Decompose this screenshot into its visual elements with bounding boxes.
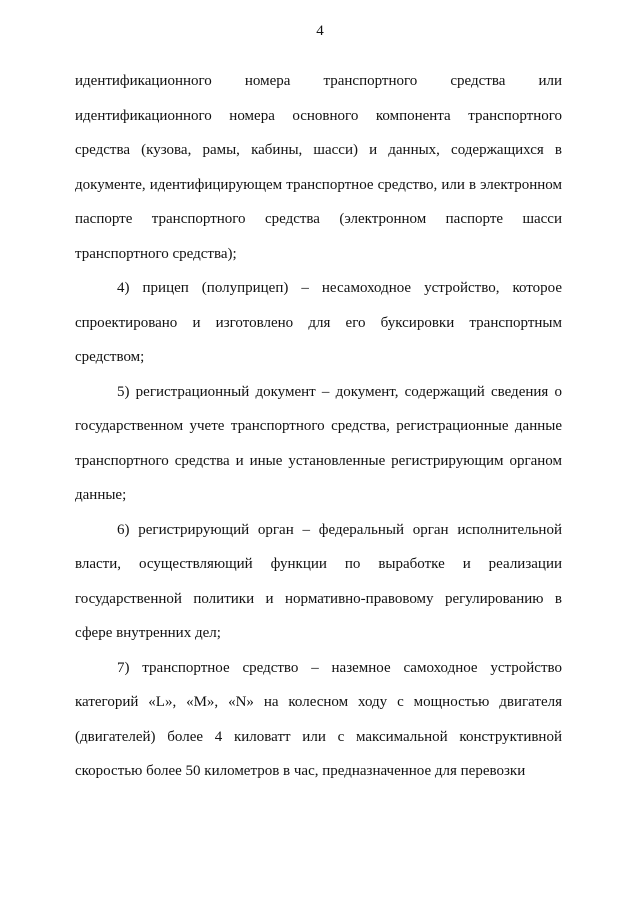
paragraph-continuation: идентификационного номера транспортного средства или идентификационного номера основного компонента транспортного средства (кузова, рамы, кабины, шасси) и данных, содержащихся в документе, идентифицирующем транспортное средство, или в электронном паспорте транспортного средства (электронном паспорте шасси транспортного средства); [75,73,562,262]
paragraph-item-6-registering-authority: 6) регистрирующий орган – федеральный орган исполнительной власти, осуществляющий функции по выработке и реализации государственной политики и нормативно-правовому регулированию в сфере внутренних дел; [75,521,562,641]
document-body [75,64,562,789]
paragraph-item-4-trailer: 4) прицеп (полуприцеп) – несамоходное устройство, которое спроектировано и изготовлено для его буксировки транспортным средством; [75,280,562,365]
paragraph-item-5-registration-document: 5) регистрационный документ – документ, содержащий сведения о государственном учете транспортного средства, регистрационные данные транспортного средства и иные установленные регистрирующим органом данные; [75,383,562,503]
paragraph-item-7-vehicle: 7) транспортное средство – наземное самоходное устройство категорий «L», «M», «N» на колесном ходу с мощностью двигателя (двигателей) более 4 киловатт или с максимальной конструктивной скоростью более 50 километров в час, предназначенное для перевозки [75,659,562,779]
page-number: 4 [316,23,324,39]
